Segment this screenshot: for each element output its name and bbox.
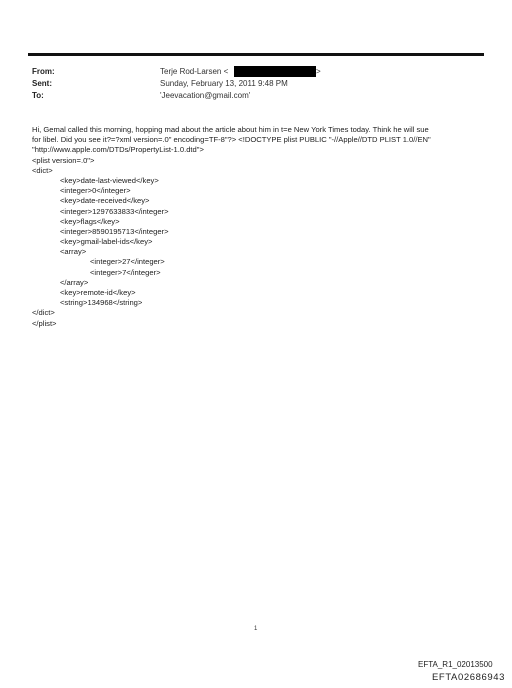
sent-value: Sunday, February 13, 2011 9:48 PM <box>160 79 288 88</box>
body-line: Hi, Gemal called this morning, hopping mad about the article about him in t=e New York Times today. Think he will sue <box>32 125 429 134</box>
body-line: <key>date-received</key> <box>60 196 150 206</box>
sent-label: Sent: <box>32 79 52 88</box>
from-label: From: <box>32 67 55 76</box>
body-line: <integer>8590195713</integer> <box>60 226 169 236</box>
body-line: <integer>0</integer> <box>60 186 131 196</box>
from-value: Terje Rod-Larsen < <box>160 67 229 76</box>
efta-id: EFTA02686943 <box>432 672 506 683</box>
body-line: <plist version=.0"> <box>32 155 95 165</box>
body-line: <key>gmail-label-ids</key> <box>60 237 153 247</box>
body-line: <key>remote-id</key> <box>60 288 136 297</box>
body-line: <array> <box>60 247 87 257</box>
body-line: <integer>27</integer> <box>90 257 165 267</box>
to-label: To: <box>32 91 44 100</box>
body-line: "http://www.apple.com/DTDs/PropertyList-1.0.dtd"> <box>32 145 204 155</box>
page-number: 1 <box>254 626 258 632</box>
header-divider <box>28 53 484 56</box>
efta-reference: EFTA_R1_02013500 <box>418 660 493 669</box>
body-line: <dict> <box>32 165 53 175</box>
body-line: <key>flags</key> <box>60 216 120 226</box>
body-line: <integer>1297633833</integer> <box>60 206 169 216</box>
from-suffix: > <box>316 67 321 76</box>
body-line: </dict> <box>32 308 55 318</box>
body-line: <integer>7</integer> <box>90 267 161 277</box>
body-line: </array> <box>60 277 89 287</box>
body-line: </plist> <box>32 318 57 328</box>
body-line: for libel. Did you see it?=?xml version=.0" encoding=TF-8"?> <!DOCTYPE plist PUBLIC "-//Apple//DTD PLIST 1.0//EN" <box>32 135 431 145</box>
to-value: 'Jeevacation@gmail.com' <box>160 91 251 100</box>
redaction-box <box>234 66 316 77</box>
body-line: <string>134968</string> <box>60 298 143 308</box>
body-line: <key>date-last-viewed</key> <box>60 175 159 185</box>
email-body <box>32 125 482 329</box>
